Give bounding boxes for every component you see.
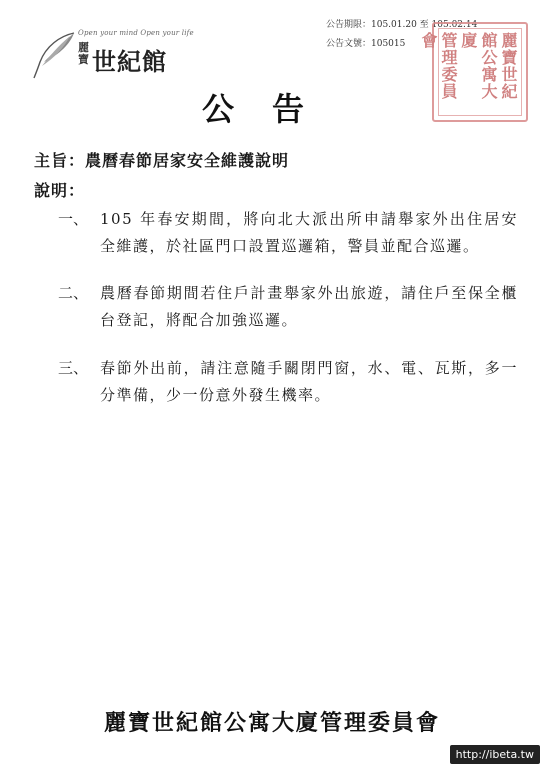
seal-column: 館公寓大廈	[459, 32, 498, 100]
issuer-signature: 麗寶世紀館公寓大廈管理委員會	[103, 710, 440, 736]
page-title: 公告	[201, 90, 342, 128]
brand-logo	[30, 28, 194, 84]
item-text: 農曆春節期間若住戶計畫舉家外出旅遊，請住戶至保全櫃台登記，將配合加強巡邏。	[100, 284, 518, 329]
notice-subject: 主旨：農曆春節居家安全維護說明	[34, 151, 290, 170]
item-number: 二、	[58, 284, 89, 302]
seal-column: 麗寶世紀	[499, 32, 518, 100]
list-item	[58, 280, 518, 334]
list-item	[58, 355, 518, 409]
feather-icon	[30, 30, 78, 80]
item-number: 三、	[58, 359, 89, 377]
logo-name: 世紀館	[92, 47, 167, 76]
list-item	[58, 206, 518, 260]
notice-period: 公告期限：105.01.20 至 105.02.14	[326, 20, 478, 30]
explanation-heading: 說明：	[34, 181, 86, 200]
notice-doc-number: 公告文號：105015	[326, 39, 406, 49]
seal-column: 管理委員會	[419, 32, 458, 100]
site-watermark: http://ibeta.tw	[450, 745, 540, 764]
logo-slogan: Open your mind Open your life	[78, 29, 194, 37]
item-text: 春節外出前，請注意隨手關閉門窗，水、電、瓦斯，多一分準備，少一份意外發生機率。	[100, 359, 518, 404]
item-text: 105 年春安期間，將向北大派出所申請舉家外出住居安全維護，於社區門口設置巡邏箱，警員並配合巡邏。	[100, 210, 518, 255]
logo-small-text: 麗寶	[78, 41, 89, 66]
item-number: 一、	[58, 210, 89, 228]
